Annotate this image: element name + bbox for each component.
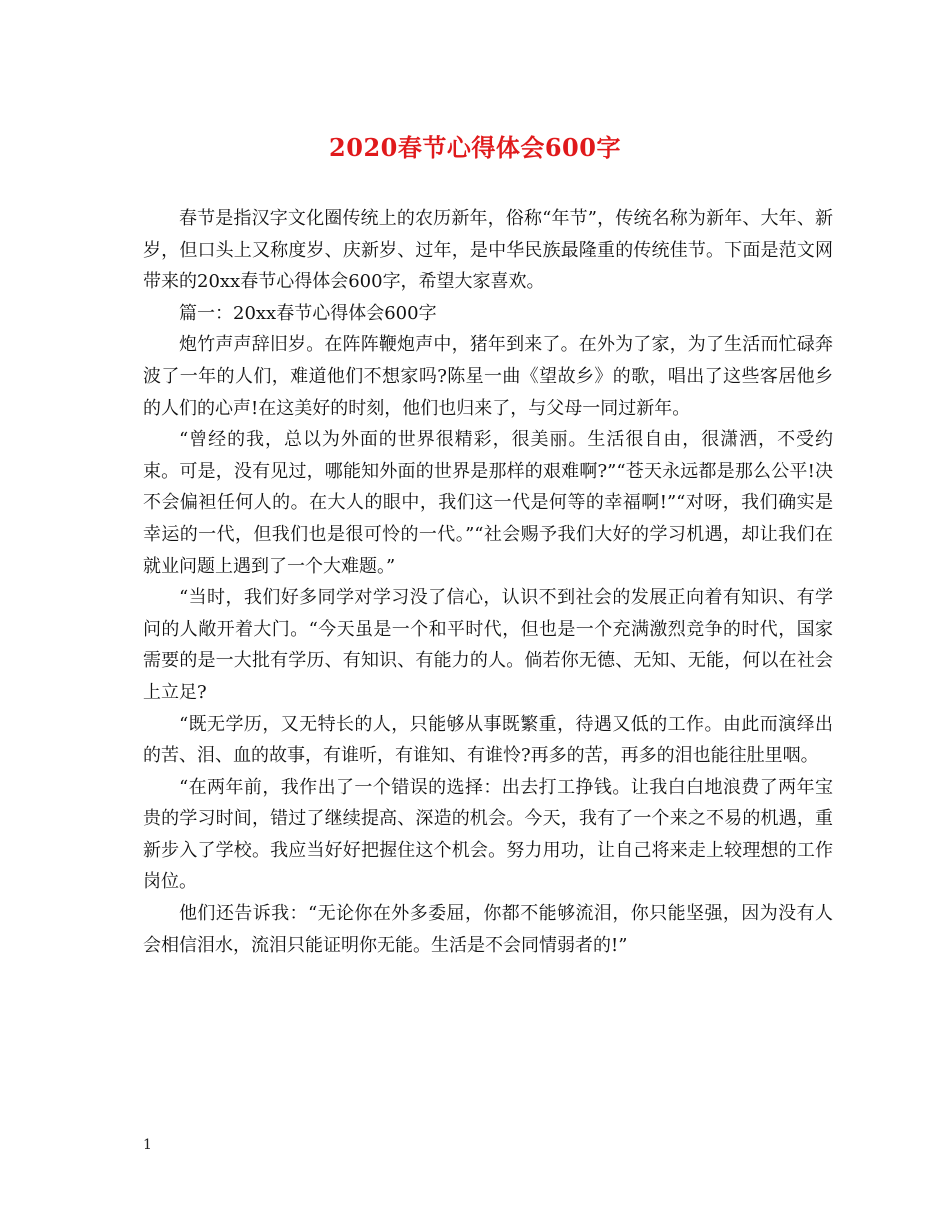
- body-paragraph: 春节是指汉字文化圈传统上的农历新年，俗称“年节”，传统名称为新年、大年、新岁，但口头上又称度岁、庆新岁、过年，是中华民族最隆重的传统佳节。下面是范文网带来的20xx春节心得体会600字，希望大家喜欢。: [143, 208, 833, 293]
- document-body: [143, 203, 833, 961]
- body-paragraph: “曾经的我，总以为外面的世界很精彩，很美丽。生活很自由，很潇洒，不受约束。可是，没有见过，哪能知外面的世界是那样的艰难啊?”“苍天永远都是那么公平!决不会偏袒任何人的。在大人的眼中，我们这一代是何等的幸福啊!”“对呀，我们确实是幸运的一代，但我们也是很可怜的一代。”“社会赐予我们大好的学习机遇，却让我们在就业问题上遇到了一个大难题。”: [143, 429, 833, 577]
- body-paragraph: “当时，我们好多同学对学习没了信心，认识不到社会的发展正向着有知识、有学问的人敞开着大门。“今天虽是一个和平时代，但也是一个充满激烈竞争的时代，国家需要的是一大批有学历、有知识、有能力的人。倘若你无德、无知、无能，何以在社会上立足?: [143, 587, 833, 703]
- body-paragraph: 炮竹声声辞旧岁。在阵阵鞭炮声中，猪年到来了。在外为了家，为了生活而忙碌奔波了一年的人们，难道他们不想家吗?陈星一曲《望故乡》的歌，唱出了这些客居他乡的人们的心声!在这美好的时刻，他们也归来了，与父母一同过新年。: [143, 334, 833, 419]
- document-title: 2020春节心得体会600字: [329, 133, 621, 162]
- body-paragraph: “在两年前，我作出了一个错误的选择：出去打工挣钱。让我白白地浪费了两年宝贵的学习时间，错过了继续提高、深造的机会。今天，我有了一个来之不易的机遇，重新步入了学校。我应当好好把握住这个机会。努力用功，让自己将来走上较理想的工作岗位。: [143, 776, 833, 893]
- body-paragraph: 他们还告诉我：“无论你在外多委屈，你都不能够流泪，你只能坚强，因为没有人会相信泪水，流泪只能证明你无能。生活是不会同情弱者的!”: [143, 903, 833, 956]
- section-heading: 篇一：20xx春节心得体会600字: [179, 302, 437, 324]
- page-number: 1: [143, 1137, 152, 1153]
- body-paragraph: “既无学历，又无特长的人，只能够从事既繁重，待遇又低的工作。由此而演绎出的苦、泪、血的故事，有谁听，有谁知、有谁怜?再多的苦，再多的泪也能往肚里咽。: [143, 713, 833, 767]
